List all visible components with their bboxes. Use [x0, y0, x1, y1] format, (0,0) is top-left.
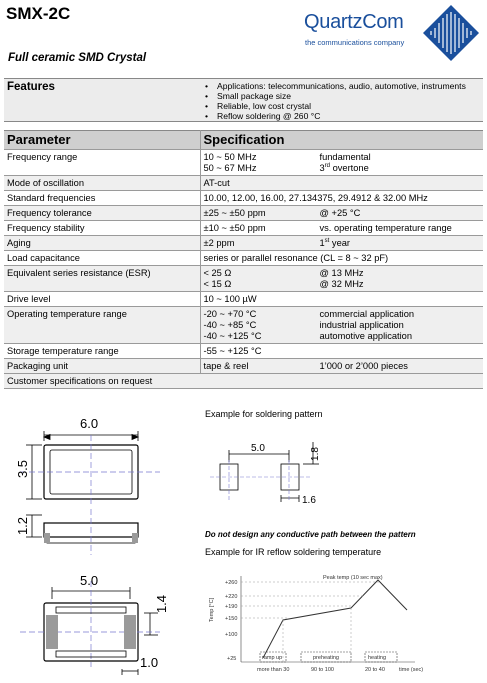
solder-pattern-title: Example for soldering pattern: [205, 409, 323, 419]
model-title: SMX-2C: [6, 4, 71, 23]
ir-reflow-title: Example for IR reflow soldering temperature: [205, 547, 382, 557]
spec-value-cell: [200, 307, 483, 344]
spec-row: [4, 191, 483, 206]
spec-value-cell: [200, 236, 483, 251]
spec-value-cell: [200, 150, 483, 176]
pad-offset-label: 1.4: [154, 594, 169, 614]
spec-line: [204, 331, 481, 342]
spec-condition: 1st year: [319, 237, 351, 248]
spec-line: [204, 320, 481, 331]
spec-value-cell: [200, 206, 483, 221]
package-thickness-label: 1.2: [15, 516, 30, 536]
features-list: [204, 81, 466, 121]
reflow-ytick: +100: [225, 632, 238, 638]
spec-row: [4, 206, 483, 221]
spec-value: AT-cut: [203, 178, 230, 188]
spec-value: 10 ~ 50 MHz: [203, 152, 257, 162]
spec-param: Drive level: [4, 292, 200, 307]
spec-value: tape & reel: [203, 361, 249, 371]
package-drawing: [0, 405, 200, 683]
spec-line: [204, 208, 481, 219]
features-title: Features: [7, 81, 55, 93]
spec-condition: 3rd overtone: [319, 162, 369, 173]
spec-line: [204, 294, 481, 305]
spec-value-cell: [200, 251, 483, 266]
package-height-label: 3.5: [15, 459, 30, 479]
spec-value: -20 ~ +70 °C: [203, 309, 257, 319]
spec-line: [204, 253, 481, 264]
reflow-time-label: more than 30: [257, 667, 290, 673]
reflow-time-label: 90 to 100: [311, 667, 334, 673]
spec-value: 10 ~ 100 µW: [203, 294, 257, 304]
spec-value-cell: [200, 221, 483, 236]
reflow-peak-label: Peak temp (10 sec max): [323, 575, 383, 581]
spec-value-cell: [200, 176, 483, 191]
reflow-phase-label: preheating: [313, 655, 339, 661]
spec-param: Storage temperature range: [4, 344, 200, 359]
waveform-logo-icon: [421, 4, 481, 62]
package-width-label: 6.0: [80, 416, 99, 431]
reflow-phase-label: heating: [368, 655, 387, 661]
spec-line: [204, 309, 481, 320]
reflow-time-label: 20 to 40: [365, 667, 385, 673]
spec-line: [204, 178, 481, 189]
reflow-ytick: +220: [225, 594, 238, 600]
spec-value: ±2 ppm: [203, 238, 235, 248]
ordinal-suffix: rd: [324, 162, 331, 169]
spec-param: Packaging unit: [4, 359, 200, 374]
spec-condition: 1’000 or 2’000 pieces: [319, 361, 408, 371]
spec-line: [204, 152, 481, 163]
spec-value-cell: [200, 292, 483, 307]
spec-value: series or parallel resonance (CL = 8 ~ 32 pF): [203, 253, 389, 263]
spec-note: Customer specifications on request: [4, 374, 483, 389]
feature-item: • Small package size: [204, 91, 466, 101]
spec-row: [4, 251, 483, 266]
spec-line: [204, 361, 481, 372]
spec-row: [4, 292, 483, 307]
feature-item: • Applications: telecommunications, audio, automotive, instruments: [204, 81, 466, 91]
reflow-ytick: +260: [225, 580, 238, 586]
solder-pattern-drawing: [205, 440, 335, 506]
reflow-ylabel: Temp [°C]: [209, 597, 215, 623]
reflow-profile-chart: [205, 570, 435, 678]
spec-value: -55 ~ +125 °C: [203, 346, 262, 356]
spec-condition: @ +25 °C: [319, 208, 361, 218]
spec-condition: commercial application: [319, 309, 415, 319]
spec-line: [204, 238, 481, 249]
spec-value: -40 ~ +125 °C: [203, 331, 262, 341]
spec-param: Operating temperature range: [4, 307, 200, 344]
spec-param: Frequency stability: [4, 221, 200, 236]
spec-row: [4, 176, 483, 191]
spec-condition: fundamental: [319, 152, 371, 162]
spec-table-body: [4, 150, 483, 389]
pad-width-label: 1.0: [140, 655, 159, 670]
spec-row: [4, 221, 483, 236]
spec-value: < 25 Ω: [203, 268, 232, 278]
spec-row: [4, 307, 483, 344]
warning-note: Do not design any conductive path between the pattern: [205, 530, 416, 539]
spec-row: [4, 359, 483, 374]
feature-item: • Reflow soldering @ 260 °C: [204, 111, 466, 121]
spec-line: [204, 193, 481, 204]
product-subtitle: Full ceramic SMD Crystal: [8, 52, 147, 64]
param-column-header: Parameter: [4, 131, 200, 150]
spec-value-cell: [200, 359, 483, 374]
reflow-phase-label: ramp up: [262, 655, 283, 661]
solder-span-label: 5.0: [251, 443, 265, 454]
spec-line: [204, 346, 481, 357]
spec-value: ±10 ~ ±50 ppm: [203, 223, 266, 233]
reflow-ytick: +190: [225, 604, 238, 610]
spec-value-cell: [200, 344, 483, 359]
spec-column-header: Specification: [200, 131, 483, 150]
ordinal-suffix: st: [324, 237, 330, 244]
company-logo: [300, 4, 482, 62]
spec-table-header: [4, 131, 483, 150]
logo-tagline: the communications company: [305, 38, 405, 47]
solder-height-label: 1.8: [310, 447, 321, 461]
spec-condition: industrial application: [319, 320, 404, 330]
spec-param: Frequency tolerance: [4, 206, 200, 221]
spec-value: ±25 ~ ±50 ppm: [203, 208, 266, 218]
reflow-time-label: time (sec): [399, 667, 424, 673]
spec-value: 50 ~ 67 MHz: [203, 163, 257, 173]
spec-condition: @ 32 MHz: [319, 279, 364, 289]
spec-value: 10.00, 12.00, 16.00, 27.134375, 29.4912 & 32.00 MHz: [203, 193, 428, 203]
spec-note-row: [4, 374, 483, 389]
spec-value: < 15 Ω: [203, 279, 232, 289]
spec-param: Load capacitance: [4, 251, 200, 266]
spec-row: [4, 236, 483, 251]
solder-width-label: 1.6: [302, 495, 316, 506]
spec-param: Mode of oscillation: [4, 176, 200, 191]
spec-value-cell: [200, 266, 483, 292]
spec-value: -40 ~ +85 °C: [203, 320, 257, 330]
spec-value-cell: [200, 191, 483, 206]
spec-line: [204, 223, 481, 234]
spec-row: [4, 150, 483, 176]
spec-table: [4, 130, 483, 389]
spec-param: Standard frequencies: [4, 191, 200, 206]
features-section: [4, 78, 483, 122]
spec-param: Frequency range: [4, 150, 200, 176]
spec-row: [4, 344, 483, 359]
spec-param: Aging: [4, 236, 200, 251]
reflow-ytick: +150: [225, 616, 238, 622]
spec-line: [204, 163, 481, 174]
spec-condition: automotive application: [319, 331, 413, 341]
feature-item: • Reliable, low cost crystal: [204, 101, 466, 111]
spec-param: Equivalent series resistance (ESR): [4, 266, 200, 292]
reflow-ytick: +25: [227, 656, 237, 662]
spec-condition: vs. operating temperature range: [319, 223, 452, 233]
spec-line: [204, 268, 481, 279]
pad-span-label: 5.0: [80, 573, 99, 588]
spec-condition: @ 13 MHz: [319, 268, 364, 278]
logo-name: QuartzCom: [304, 11, 404, 33]
spec-row: [4, 266, 483, 292]
spec-line: [204, 279, 481, 290]
